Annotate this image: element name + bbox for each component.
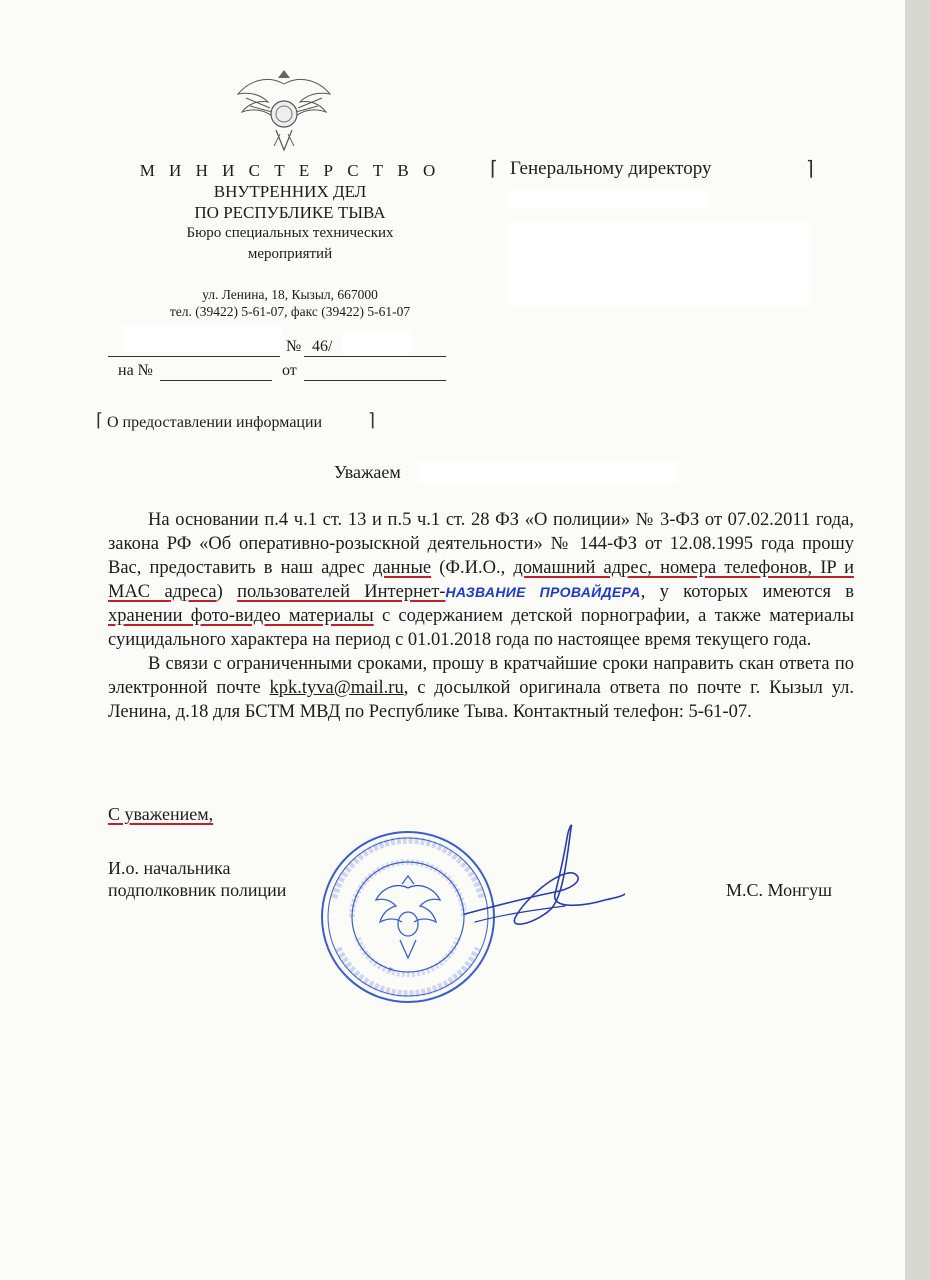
ministry-header [110, 160, 470, 265]
ref-date-underline [304, 380, 446, 381]
p1-text-b: (Ф.И.О., [431, 558, 514, 578]
p1-data-underlined: данные [373, 558, 432, 578]
handwritten-signature-icon [455, 818, 625, 948]
eagle-emblem-icon [236, 64, 332, 156]
address-line: ул. Ленина, 18, Кызыл, 667000 [202, 287, 378, 302]
subject-bracket-right: ⌉ [368, 410, 376, 431]
bureau-line-2: мероприятий [247, 246, 333, 262]
greeting: Уважаем [334, 462, 401, 482]
redacted-reg-number [342, 330, 412, 354]
ministry-line-3: ПО РЕСПУБЛИКЕ ТЫВА [194, 203, 386, 222]
redacted-recipient-1 [508, 190, 708, 208]
p1-text-a: На основании п.4 ч.1 ст. 13 и п.5 ч.1 ст. 28 ФЗ «О полиции» № 3-ФЗ от 07.02.2011 года, закона РФ «Об оперативно-розыскной деятельности» № 144-ФЗ от 12.08.1995 года прошу Вас, предоставить в наш адрес [108, 510, 854, 578]
ref-label: на № [118, 362, 153, 379]
subject-bracket-left: ⌈ [96, 410, 104, 431]
p2-text-a: В связи с ограниченными сроками, прошу в кратчайшие сроки направить скан ответа по электронной почте [108, 654, 854, 698]
closing-phrase: С уважением, [108, 804, 214, 824]
ref-underline [160, 380, 272, 381]
contact-email-link[interactable]: kpk.tyva@mail.ru [269, 678, 404, 698]
recipient-bracket-right: ⌉ [806, 156, 814, 180]
scan-edge [905, 0, 930, 1280]
signatory-position-1: И.о. начальника [108, 858, 231, 878]
recipient-bracket-left: ⌈ [490, 156, 498, 180]
p1-storage-underlined: хранении фото-видео материалы [108, 606, 374, 626]
p1-text-d: , у которых имеются в [640, 582, 854, 602]
recipient-title: Генеральному директору [510, 158, 712, 179]
provider-name-placeholder: НАЗВАНИЕ ПРОВАЙДЕРА [445, 584, 641, 600]
reg-number: 46/ [312, 338, 333, 355]
ministry-line-2: ВНУТРЕННИХ ДЕЛ [213, 182, 367, 201]
paragraph-1 [108, 508, 854, 652]
reg-number-sign: № [286, 338, 302, 355]
date-underline [108, 356, 280, 357]
p1-personal-data-underlined: домашний адрес, номера телефонов, IP и MAC адреса [108, 558, 855, 602]
signatory-name: М.С. Монгуш [726, 880, 832, 900]
redacted-recipient-2 [508, 222, 808, 306]
reg-number-underline [304, 356, 446, 357]
p2-text-b: , с досылкой оригинала ответа по почте г. Кызыл ул. Ленина, д.18 для БСТМ МВД по Республике Тыва. Контактный телефон: 5-61-07. [108, 678, 855, 722]
ref-from: от [282, 362, 297, 379]
signatory-position-2: подполковник полиции [108, 880, 287, 900]
redacted-addressee-name [418, 462, 678, 484]
bureau-line-1: Бюро специальных технических [186, 225, 394, 241]
p1-text-e: с содержанием детской порнографии, а также материалы суицидального характера на период с 01.01.2018 года по настоящее время текущего года. [108, 606, 854, 650]
phone-line: тел. (39422) 5-61-07, факс (39422) 5-61-07 [169, 304, 411, 319]
letter-body [108, 508, 854, 724]
subject-line: О предоставлении информации [107, 414, 323, 431]
redacted-date [122, 326, 282, 352]
paragraph-2 [108, 652, 854, 724]
ministry-address [110, 286, 470, 320]
p1-text-c: ) [216, 582, 238, 602]
ministry-line-1: М И Н И С Т Е Р С Т В О [139, 161, 441, 180]
svg-text:*: * [388, 966, 393, 977]
p1-users-underlined: пользователей Интернет- [237, 582, 446, 602]
